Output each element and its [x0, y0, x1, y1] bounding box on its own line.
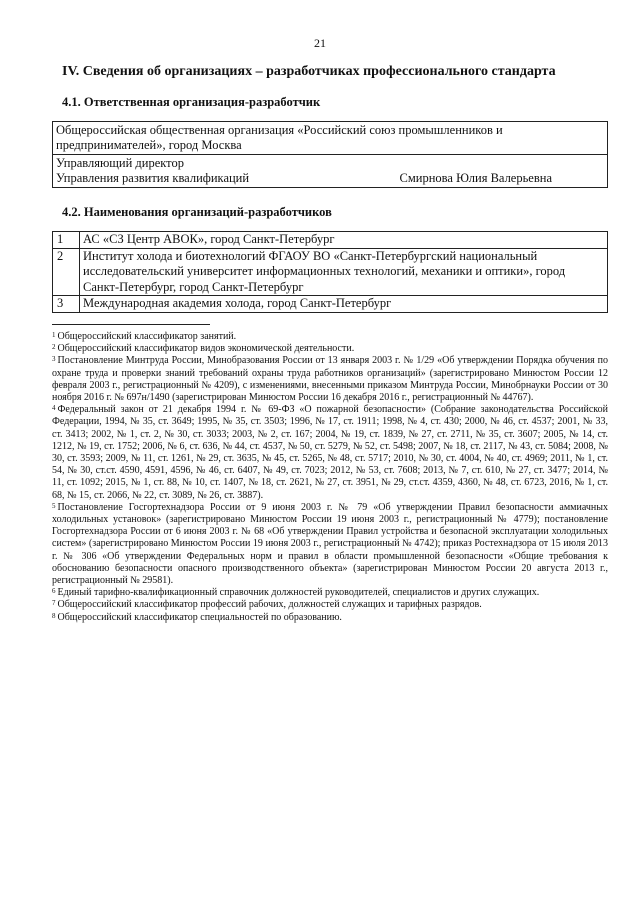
footnote-mark: 2: [52, 343, 56, 352]
responsible-org-name: Общероссийская общественная организация «Российский союз промышленников и предпринимателей», город Москва: [53, 122, 608, 155]
footnote: [52, 599, 608, 611]
footnote-mark: 3: [52, 355, 56, 364]
table-row: [53, 155, 608, 188]
table-row: [53, 296, 608, 313]
table-row: [53, 122, 608, 155]
footnote: [52, 612, 608, 624]
footnote-text: Общероссийский классификатор специальностей по образованию.: [57, 611, 342, 623]
department-line: [56, 171, 604, 186]
section-title: IV. Сведения об организациях – разработчиках профессионального стандарта: [62, 64, 556, 79]
footnote-mark: 6: [52, 587, 56, 596]
row-number: 3: [53, 296, 80, 313]
row-number: 1: [53, 232, 80, 249]
footnote: [52, 331, 608, 343]
footnote-mark: 4: [52, 404, 56, 413]
footnote: [52, 404, 608, 502]
department-name: Управления развития квалификаций: [56, 171, 250, 185]
footnote-mark: 1: [52, 331, 56, 339]
org-name: Институт холода и биотехнологий ФГАОУ ВО «Санкт-Петербургский национальный исследовательский университет информационных технологий, механики и оптики», город Санкт-Петербург, город Санкт-Петербург: [80, 248, 608, 296]
footnotes: [52, 331, 608, 624]
table-row: [53, 248, 608, 296]
responsible-person-cell: [53, 155, 608, 188]
page-number: 21: [314, 36, 326, 50]
org-name: АС «СЗ Центр АВОК», город Санкт-Петербург: [80, 232, 608, 249]
footnote-text: Единый тарифно-квалификационный справочник должностей руководителей, специалистов и других служащих.: [57, 587, 540, 599]
developers-heading: 4.2. Наименования организаций-разработчиков: [62, 205, 332, 219]
footnote-text: Постановление Минтруда России, Минобразования России от 13 января 2003 г. № 1/29 «Об утверждении Порядка обучения по охране труда и проверки знаний требований охраны труда работников организаций» (зарегистрировано Минюстом России 12 февраля 2003 г., регистрационный № 4209), с изменениями, внесенными приказом Минтруда России, Минобрнауки России от 30 ноября 2016 г. № 697н/1490 (зарегистрирован Минюстом России 16 декабря 2016 г., регистрационный № 44767).: [52, 355, 608, 404]
footnote-mark: 5: [52, 501, 56, 510]
footnote: [52, 587, 608, 599]
responsible-org-heading: 4.1. Ответственная организация-разработчик: [62, 95, 321, 109]
footnote-text: Общероссийский классификатор занятий.: [57, 331, 237, 342]
developers-table: [52, 231, 608, 313]
footnote-text: Постановление Госгортехнадзора России от 9 июня 2003 г. № 79 «Об утверждении Правил безопасности аммиачных холодильных установок» (зарегистрировано Минюстом России 19 июня 2003 г., регистрационный № 4779); постановление Госгортехнадзора России от 6 июня 2003 г. № 68 «Об утверждении Правил устройства и безопасной эксплуатации холодильных систем» (зарегистрировано Минюстом России 19 июня 2003 г., регистрационный № 4742); приказ Ростехнадзора от 15 июля 2013 г. № 306 «Об утверждении Федеральных норм и правил в области промышленной безопасности «Общие требования к обоснованию безопасности опасного производственного объекта» (зарегистрирован Минюстом России 20 августа 2013 г., регистрационный № 29581).: [52, 501, 608, 587]
org-name: Международная академия холода, город Санкт-Петербург: [80, 296, 608, 313]
position-title: Управляющий директор: [56, 156, 184, 170]
footnote-mark: 7: [52, 599, 56, 608]
footnote-mark: 8: [52, 611, 56, 620]
responsible-org-table: [52, 121, 608, 188]
footnote: [52, 502, 608, 587]
footnote-text: Общероссийский классификатор профессий рабочих, должностей служащих и тарифных разрядов.: [57, 599, 482, 611]
table-row: [53, 232, 608, 249]
row-number: 2: [53, 248, 80, 296]
footnote: [52, 343, 608, 355]
footnote: [52, 355, 608, 404]
footnote-text: Общероссийский классификатор видов экономической деятельности.: [57, 343, 355, 355]
footnote-divider: [52, 324, 210, 325]
footnote-text: Федеральный закон от 21 декабря 1994 г. № 69-ФЗ «О пожарной безопасности» (Собрание законодательства Российской Федерации, 1994, № 35, ст. 3649; 1995, № 35, ст. 3503; 1996, № 17, ст. 1911; 1998, № 4, ст. 430; 2000, № 46, ст. 4537; 2001, № 33, ст. 3413; 2002, № 1, ст. 2, № 30, ст. 3033; 2003, № 2, ст. 167; 2004, № 19, ст. 1839, № 27, ст. 2711, № 35, ст. 3607; 2005, № 14, ст. 1212, № 19, ст. 1752; 2006, № 6, ст. 636, № 44, ст. 4537, № 50, ст. 5279, № 52, ст. 5498; 2007, № 18, ст. 2117, № 43, ст. 5084; 2008, № 30, ст. 3593; 2009, № 11, ст. 1261, № 29, ст. 3635, № 45, ст. 5265, № 48, ст. 5717; 2010, № 30, ст. 4004, № 40, ст. 4969; 2011, № 1, ст. 54, № 30, ст.ст. 4590, 4591, 4596, № 46, ст. 6407, № 49, ст. 7023; 2012, № 53, ст. 7608; 2013, № 7, ст. 610, № 27, ст. 3477; 2014, № 11, ст. 1092; 2015, № 1, ст. 88, № 10, ст. 1407, № 18, ст. 2621, № 27, ст. 3951, № 29, ст.ст. 4359, 4360, № 48, ст. 6723, 2016, № 1, ст. 68, № 15, ст. 2066, № 22, ст. 3089, № 26, ст. 3887).: [52, 404, 608, 501]
person-name: Смирнова Юлия Валерьевна: [399, 171, 552, 185]
